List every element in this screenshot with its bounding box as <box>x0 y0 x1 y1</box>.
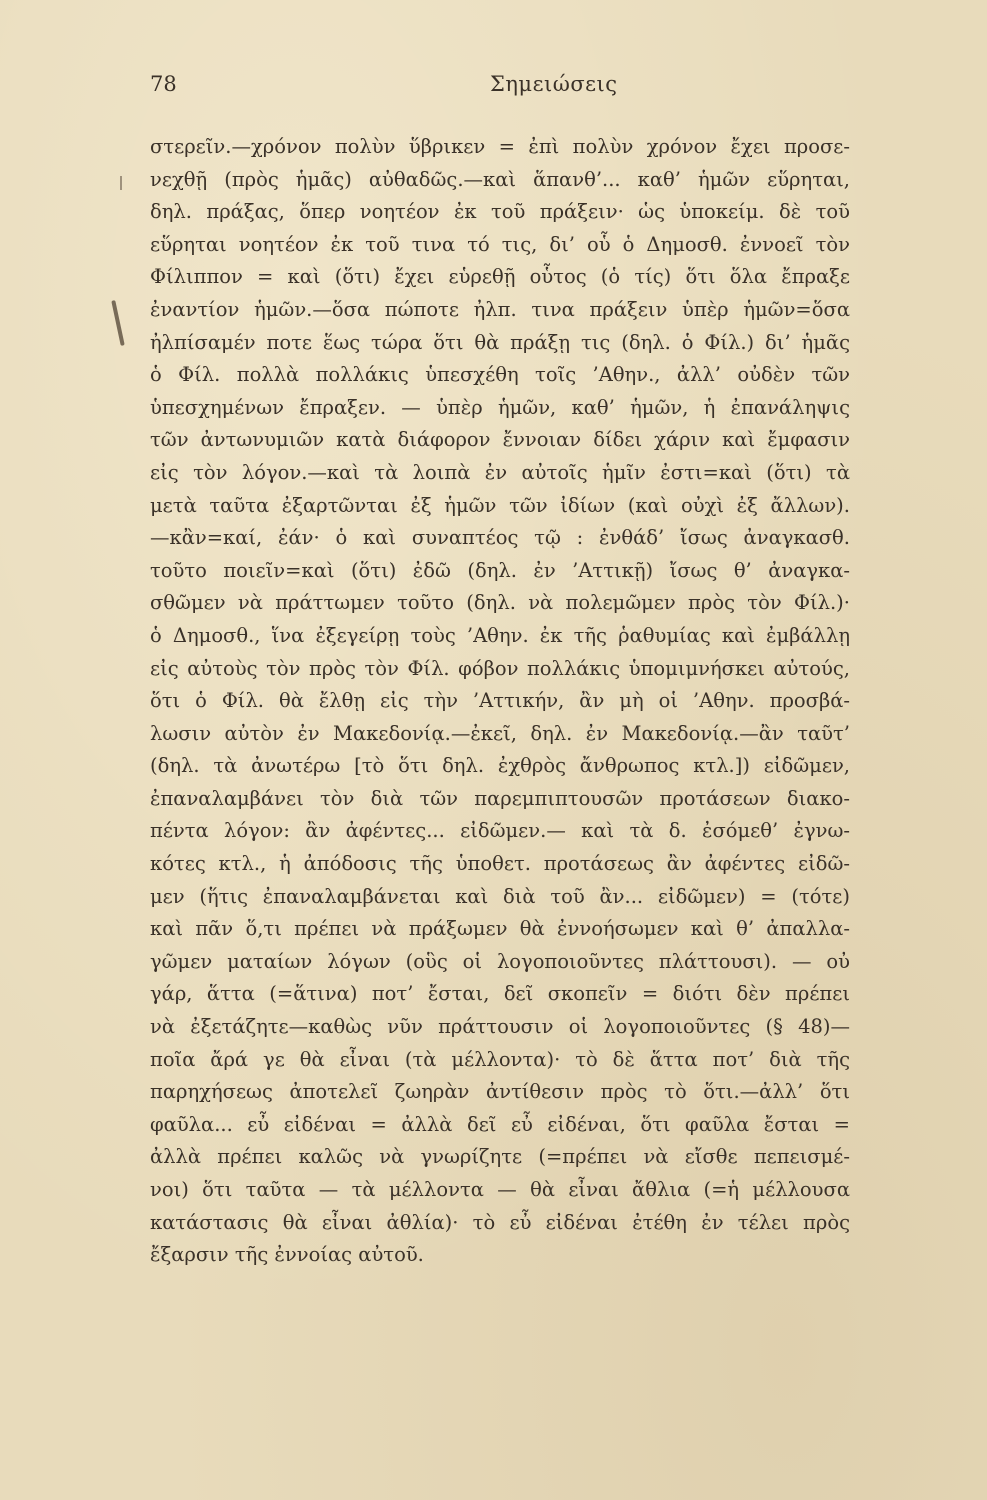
text-line: (δηλ. τὰ ἀνωτέρω [τὸ ὅτι δηλ. ἐχθρὸς ἄνθρωπος κτλ.]) εἰδῶμεν, <box>150 754 850 778</box>
text-line: εἰς αὐτοὺς τὸν πρὸς τὸν Φίλ. φόβον πολλάκις ὑπομιμνήσκει αὐτούς, <box>150 656 850 680</box>
text-line: εἰς τὸν λόγον.—καὶ τὰ λοιπὰ ἐν αὐτοῖς ἡμῖν ἐστι=καὶ (ὅτι) τὰ <box>150 460 850 484</box>
page-header <box>150 72 840 108</box>
text-line: ὁ Δημοσθ., ἵνα ἐξεγείρῃ τοὺς ’Αθην. ἐκ τῆς ῥαθυμίας καὶ ἐμβάλλῃ <box>150 623 850 647</box>
text-line: καὶ πᾶν ὅ,τι πρέπει νὰ πράξωμεν θὰ ἐννοήσωμεν καὶ θ’ ἀπαλλα- <box>150 917 850 941</box>
page-number: 78 <box>150 72 177 96</box>
text-line: τοῦτο ποιεῖν=καὶ (ὅτι) ἐδῶ (δηλ. ἐν ’Αττικῇ) ἴσως θ’ ἀναγκα- <box>150 558 850 582</box>
text-line: λωσιν αὐτὸν ἐν Μακεδονίᾳ.—ἐκεῖ, δηλ. ἐν Μακεδονίᾳ.—ἂν ταῦτ’ <box>150 721 850 745</box>
margin-pencil-mark <box>111 300 124 346</box>
text-line: ποῖα ἄρά γε θὰ εἶναι (τὰ μέλλοντα)· τὸ δὲ ἅττα ποτ’ διὰ τῆς <box>150 1047 850 1071</box>
text-line: γῶμεν ματαίων λόγων (οὓς οἱ λογοποιοῦντες πλάττουσι). — οὐ <box>150 949 850 973</box>
text-line: ὑπεσχημένων ἔπραξεν. — ὑπὲρ ἡμῶν, καθ’ ἡμῶν, ἡ ἐπανάληψις <box>150 395 850 419</box>
text-line: ἀλλὰ πρέπει καλῶς νὰ γνωρίζητε (=πρέπει νὰ εἴσθε πεπεισμέ- <box>150 1145 850 1169</box>
text-line: μετὰ ταῦτα ἐξαρτῶνται ἐξ ἡμῶν τῶν ἰδίων (καὶ οὐχὶ ἐξ ἄλλων). <box>150 493 850 517</box>
text-line: δηλ. πράξας, ὅπερ νοητέον ἐκ τοῦ πράξειν· ὡς ὑποκείμ. δὲ τοῦ <box>150 200 850 224</box>
text-line: γάρ, ἅττα (=ἅτινα) ποτ’ ἔσται, δεῖ σκοπεῖν = διότι δὲν πρέπει <box>150 982 850 1006</box>
text-line: παρηχήσεως ἀποτελεῖ ζωηρὰν ἀντίθεσιν πρὸς τὸ ὅτι.—ἀλλ’ ὅτι <box>150 1080 850 1104</box>
text-line: ὁ Φίλ. πολλὰ πολλάκις ὑπεσχέθη τοῖς ’Αθην., ἀλλ’ οὐδὲν τῶν <box>150 363 850 387</box>
text-line: νὰ ἐξετάζητε—καθὼς νῦν πράττουσιν οἱ λογοποιοῦντες (§ 48)— <box>150 1015 850 1039</box>
notes-text <box>150 131 850 1272</box>
text-line: ἔξαρσιν τῆς ἐννοίας αὐτοῦ. <box>150 1243 424 1267</box>
text-line: —κἂν=καί, ἐάν· ὁ καὶ συναπτέος τῷ : ἐνθάδ’ ἴσως ἀναγκασθ. <box>150 526 850 550</box>
text-line: ἠλπίσαμέν ποτε ἕως τώρα ὅτι θὰ πράξῃ τις (δηλ. ὁ Φίλ.) δι’ ἡμᾶς <box>150 330 850 354</box>
text-line: σθῶμεν νὰ πράττωμεν τοῦτο (δηλ. νὰ πολεμῶμεν πρὸς τὸν Φίλ.)· <box>150 591 850 615</box>
text-line: φαῦλα... εὖ εἰδέναι = ἀλλὰ δεῖ εὖ εἰδέναι, ὅτι φαῦλα ἔσται = <box>150 1112 850 1136</box>
text-line: στερεῖν.—χρόνον πολὺν ὕβρικεν = ἐπὶ πολὺν χρόνον ἔχει προσε- <box>150 135 850 158</box>
text-line: ἐπαναλαμβάνει τὸν διὰ τῶν παρεμπιπτουσῶν προτάσεων διακο- <box>150 786 850 810</box>
text-line: τῶν ἀντωνυμιῶν κατὰ διάφορον ἔννοιαν δίδει χάριν καὶ ἔμφασιν <box>150 428 850 452</box>
text-line: νοι) ὅτι ταῦτα — τὰ μέλλοντα — θὰ εἶναι ἄθλια (=ἡ μέλλουσα <box>150 1178 850 1201</box>
margin-pencil-tick <box>120 176 122 190</box>
text-line: πέντα λόγον: ἂν ἀφέντες... εἰδῶμεν.— καὶ τὰ δ. ἐσόμεθ’ ἐγνω- <box>150 819 850 843</box>
text-line: εὕρηται νοητέον ἐκ τοῦ τινα τό τις, δι’ οὗ ὁ Δημοσθ. ἐννοεῖ τὸν <box>150 232 850 256</box>
text-line: μεν (ἥτις ἐπαναλαμβάνεται καὶ διὰ τοῦ ἂν... εἰδῶμεν) = (τότε) <box>150 884 850 908</box>
text-line: Φίλιππον = καὶ (ὅτι) ἔχει εὑρεθῇ οὗτος (ὁ τίς) ὅτι ὅλα ἔπραξε <box>150 265 850 289</box>
text-line: κατάστασις θὰ εἶναι ἀθλία)· τὸ εὖ εἰδέναι ἐτέθη ἐν τέλει πρὸς <box>150 1210 850 1234</box>
text-line: κότες κτλ., ἡ ἀπόδοσις τῆς ὑποθετ. προτάσεως ἂν ἀφέντες εἰδῶ- <box>150 852 850 876</box>
text-line: ἐναντίον ἡμῶν.—ὅσα πώποτε ἠλπ. τινα πράξειν ὑπὲρ ἡμῶν=ὅσα <box>150 297 850 321</box>
running-head: Σημειώσεις <box>490 72 618 96</box>
text-line: ὅτι ὁ Φίλ. θὰ ἔλθῃ εἰς τὴν ’Αττικήν, ἂν μὴ οἱ ’Αθην. προσβά- <box>150 689 850 713</box>
text-line: νεχθῇ (πρὸς ἡμᾶς) αὐθαδῶς.—καὶ ἅπανθ’... καθ’ ἡμῶν εὕρηται, <box>150 167 850 191</box>
